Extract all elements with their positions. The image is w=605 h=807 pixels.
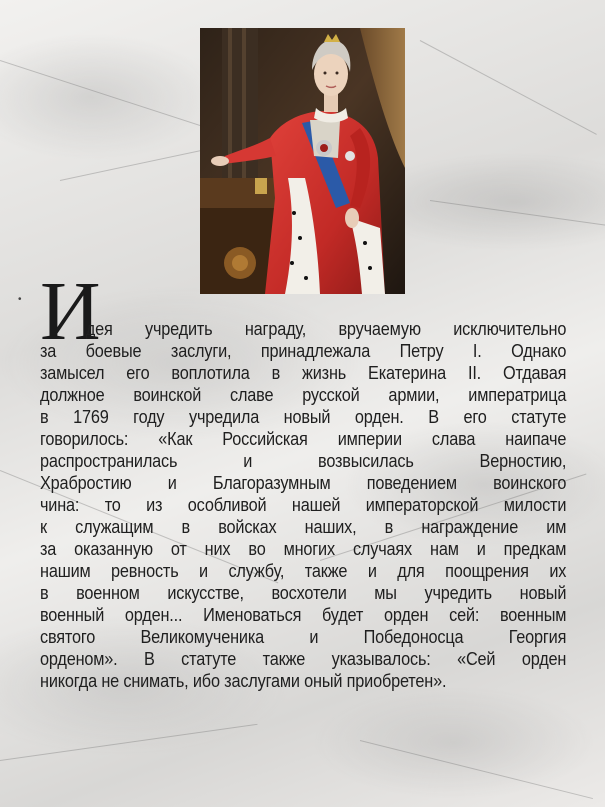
article-line: орденом». В статуте также указывалось: «Сей орден: [40, 648, 567, 669]
article-line: чина: то из особливой нашей императорской милости: [40, 494, 567, 515]
marble-vein: [60, 147, 217, 181]
marble-vein: [420, 40, 597, 135]
article-line: никогда не снимать, ибо заслугами оный приобретен».: [40, 670, 447, 691]
article-body: [40, 265, 567, 692]
marble-vein: [430, 200, 605, 226]
article-line: за боевые заслуги, принадлежала Петру I. Однако: [40, 340, 567, 361]
article-line: замысел его воплотила в жизнь Екатерина II. Отдавая: [40, 362, 567, 383]
drop-cap: И: [40, 265, 101, 358]
article-line: святого Великомученика и Победоносца Георгия: [40, 626, 567, 647]
article-line: Храбростию и Благоразумным поведением воинского: [40, 472, 567, 493]
article-line: должное воинской славе русской армии, императрица: [40, 384, 567, 405]
marble-vein: [0, 60, 209, 129]
marble-vein: [360, 740, 593, 799]
portrait-image: [200, 28, 405, 294]
marble-speck: •: [18, 294, 22, 305]
article-line: за оказанную от них во многих случаях нам и предкам: [40, 538, 567, 559]
article: [40, 265, 567, 692]
article-line: нашим ревность и службу, также и для поощрения их: [40, 560, 567, 581]
article-line: в 1769 году учредила новый орден. В его статуте: [40, 406, 567, 427]
article-line: распространилась и возвысилась Верностию,: [40, 450, 567, 471]
article-line: в военном искусстве, восхотели мы учредить новый: [40, 582, 567, 603]
marble-vein: [0, 724, 258, 761]
article-line: военный орден... Именоваться будет орден сей: военным: [40, 604, 567, 625]
article-line: говорилось: «Как Российская империи слава наипаче: [40, 428, 567, 449]
article-line: дея учредить награду, вручаемую исключительно: [85, 318, 567, 339]
article-line: к служащим в войсках наших, в награждение им: [40, 516, 567, 537]
